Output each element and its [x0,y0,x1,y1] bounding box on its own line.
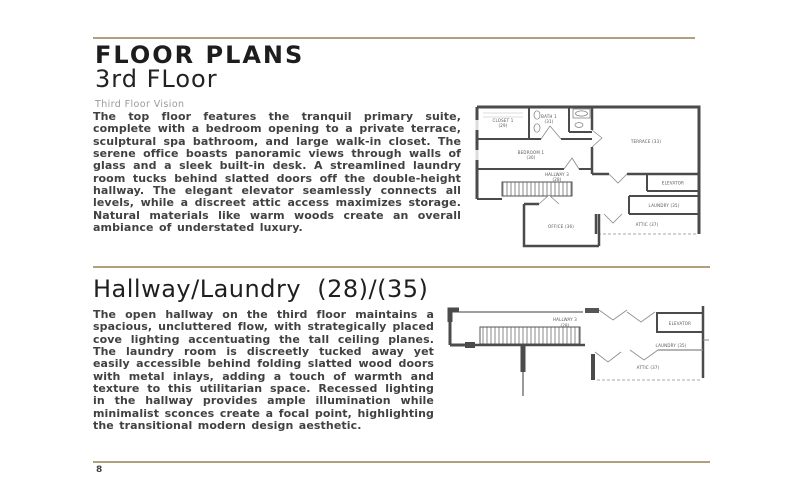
fp1-label-elevator: ELEVATOR [661,180,685,186]
third-floor-plan-drawing [469,102,707,250]
fp1-sink-fixture [534,111,540,119]
fp2-wall-block-left [465,342,475,348]
section1-body-paragraph: The top floor features the tranquil primary suite, complete with a bedroom opening to a private terrace, sculptural spa bathroom, and large walk-in closet. The serene office boasts panoramic views through walls of glass and a sleek built-in desk. A streamlined laundry room tucks behind slatted doors off the double-height hallway. The elegant elevator seamlessly connects all levels, while a discreet attic access maximizes storage. Natural materials like warm woods create an overall ambiance of understated luxury. [93,110,461,235]
fp2-laundry-door [630,350,658,360]
fp1-wc-fixture [575,123,583,128]
fp2-wall-block [585,308,599,313]
section2-title: Hallway/Laundry (28)/(35) [93,275,429,303]
fp1-label-laundry: LAUNDRY (35) [648,203,680,208]
fp1-label-bedroom-num: (30) [526,155,536,160]
fp2-hall-door-1 [599,310,627,320]
fp2-label-attic: ATTIC (37) [636,365,660,370]
fp1-closet-rods [483,113,523,117]
section1-caption: Third Floor Vision [95,99,185,110]
top-accent-rule [93,37,695,39]
section-divider-rule [93,266,710,268]
fp1-label-hallway-num: (28) [552,177,562,182]
fp1-label-bedroom: BEDROOM 1 [517,150,545,155]
section2-body-paragraph: The open hallway on the third floor maintains a spacious, uncluttered flow, with strategically placed cove lighting accentuating the tall ceiling planes. The laundry room is discreetly tucked away yet easily accessible behind folding slatted wood doors with metal inlays, adding a touch of warmth and texture to this utilitarian space. Recessed lighting in the hallway provides ample illumination while minimalist sconces create a focal point, highlighting the transitional modern design aesthetic. [93,308,434,433]
fp2-hall-door-2 [627,312,655,322]
fp1-terrace-door [592,130,602,147]
fp1-label-hallway: HALLWAY 3 [544,172,570,177]
fp2-label-hallway: HALLWAY 3 [552,317,578,322]
page-title: FLOOR PLANS [95,41,305,69]
fp1-label-attic: ATTIC (37) [635,222,659,227]
fp1-terrace-bottom-door [609,174,627,183]
fp2-attic-door [595,352,621,362]
page-subtitle: 3rd FLoor [95,65,218,93]
fp1-toilet-fixture [534,124,540,132]
fp1-label-terrace: TERRACE (33) [630,139,662,144]
fp2-label-elevator: ELEVATOR [668,321,692,326]
fp1-label-bath: BATH 1 [541,114,557,119]
page-number: 8 [96,465,103,475]
fp2-label-laundry: LAUNDRY (35) [655,343,687,348]
hallway-laundry-plan-drawing [445,300,710,400]
fp1-label-closet: CLOSET 1 [492,118,514,123]
bottom-accent-rule [93,461,710,463]
fp2-left-wall [450,320,465,345]
fp1-stairs [502,182,572,196]
fp1-attic-door [604,214,622,223]
fp1-label-closet-num: (29) [498,123,508,128]
fp1-bath-door [541,126,561,139]
fp2-label-hallway-num: (28) [560,323,570,328]
fp1-hall-door [564,158,579,169]
fp2-stairs [480,327,580,344]
fp1-tub-basin [576,111,588,116]
fp1-label-office: OFFICE (36) [548,224,574,229]
fp1-label-bath-num: (31) [544,119,554,124]
